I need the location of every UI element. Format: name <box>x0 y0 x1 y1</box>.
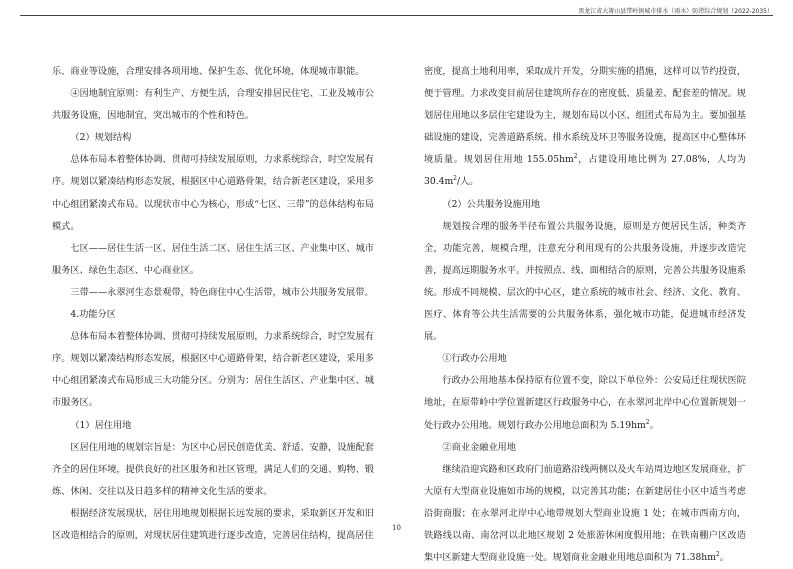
paragraph-text: 规划按合理的服务半径布置公共服务设施，原则是方便居民生活，种类齐全，功能完善，规模合理，注意充分利用现有的公共服务设施，并逐步改造完善，提高远期服务水平。并按照点、线、面相结合的原则，完善公共服务设施系统。形成不同规模、层次的中心区，建立系统的城市社会、经济、文化、教育、医疗、体育等公共生活需要的公共服务体系，强化城市功能，促进城市经济发展。 <box>424 220 746 343</box>
paragraph <box>52 127 374 149</box>
paragraph <box>52 282 374 304</box>
paragraph <box>424 216 746 349</box>
superscript: 2 <box>645 418 650 426</box>
paragraph <box>52 238 374 282</box>
paragraph-text: 根据经济发展现状，居住用地规划根据长远发展的要求，采取新区开发和旧区改造相结合的原则，对现状居住建筑进行逐步改造，完善居住结构，提高居住 <box>52 507 374 541</box>
paragraph <box>424 348 746 370</box>
paragraph <box>424 61 746 194</box>
paragraph <box>52 437 374 503</box>
paragraph-text: ④因地制宜原则：有利生产、方便生活，合理安排居民住宅、工业及城市公共服务设施，因地制宜，突出城市的个性和特色。 <box>52 88 374 122</box>
paragraph <box>52 61 374 83</box>
paragraph <box>52 304 374 326</box>
right-column <box>424 61 746 569</box>
paragraph-text: 4.功能分区 <box>70 309 116 321</box>
paragraph-text: 继续沿迎宾路和区政府门前道路沿线两侧以及火车站周边地区发展商业，扩大原有大型商业设施如市场的规模，以完善其功能；在新建居住小区中适当考虑沿街商服；在永翠河北岸中心地带规划大型商业设施 1 处；在城市西南方向，铁路线以南、南岔河以北地区规划 2 处旅游休闲度假用地；在铁南棚户区改造集中区新建大型商业设施一处。规划商业金融业用地总面积为 71.38hm <box>424 463 746 564</box>
paragraph-text: 密度，提高土地利用率，采取成片开发，分期实施的措施，这样可以节约投资，便于管理。力求改变目前居住建筑所存在的密度低、质量差、配套差的情况。规划居住用地以多层住宅建设为主，规划布局以小区、组团式布局为主。要加强基础设施的建设，完善道路系统、排水系统及环卫等服务设施，提高区中心整体环境质量。规划居住用地 155.05hm <box>424 66 746 166</box>
paragraph-text: （2）公共服务设施用地 <box>442 198 541 210</box>
paragraph-text: 三带——永翠河生态景观带，特色商住中心生活带，城市公共服务发展带。 <box>70 286 374 298</box>
paragraph-text: 行政办公用地基本保持原有位置不变，除以下单位外：公安局迁往现状医院地址，在原带岭中学位置新建区行政服务中心，在永翠河北岸中心位置新规划一处行政办公用地。规划行政办公用地总面积为 5.19hm <box>424 375 746 431</box>
paragraph <box>52 326 374 414</box>
paragraph <box>52 149 374 237</box>
superscript: 2 <box>453 175 457 183</box>
paragraph-text: 总体布局本着整体协调、贯彻可持续发展原则，力求系统综合，时空发展有序。规划以紧凑结构形态发展，根据区中心道路骨架，结合新老区建设，采用多中心组团紧凑式布局形成三大功能分区。分别为：居住生活区、产业集中区、城市服务区。 <box>52 331 374 409</box>
paragraph-text: 区居住用地的规划宗旨是：为区中心居民创造优美、舒适、安静，设施配套齐全的居住环境，提供良好的社区服务和社区管理，满足人们的交通、购物、锻炼、休闲、交往以及日趋多样的精神文化生活的要求。 <box>52 441 374 497</box>
superscript: 2 <box>573 153 578 161</box>
paragraph-text: /人。 <box>457 176 479 188</box>
paragraph-text: ①行政办公用地 <box>442 353 507 365</box>
paragraph-text: ，占建设用地比例为 27.08%，人均为 30.4m <box>424 154 746 188</box>
paragraph <box>52 415 374 437</box>
paragraph-text: 乐、商业等设施，合理安排各项用地、保护生态、优化环境，体现城市职能。 <box>52 66 365 77</box>
paragraph <box>424 194 746 216</box>
paragraph <box>424 459 746 569</box>
paragraph-text: ②商业金融业用地 <box>442 441 516 453</box>
paragraph-text: （1）居住用地 <box>70 419 132 431</box>
paragraph-text: 七区——居住生活一区、居住生活二区、居住生活三区、产业集中区、城市服务区、绿色生态区、中心商业区。 <box>52 242 374 276</box>
header-rule <box>20 15 773 16</box>
paragraph <box>52 83 374 127</box>
paragraph-text: 。 <box>719 552 729 564</box>
superscript: 2 <box>715 551 720 558</box>
paragraph <box>424 370 746 436</box>
paragraph-text: 。 <box>649 419 659 431</box>
paragraph-text: （2）规划结构 <box>70 132 132 144</box>
paragraph <box>424 437 746 459</box>
page-header: 黑龙江省大箐山县带岭镇城市排水（雨水）防涝综合规划（2022-2035） <box>578 8 773 15</box>
paragraph-text: 总体布局本着整体协调、贯彻可持续发展原则，力求系统综合，时空发展有序。规划以紧凑结构形态发展，根据区中心道路骨架，结合新老区建设，采用多中心组团紧凑式布局。以现状市中心为核心，形成“七区、三带”的总体结构布局模式。 <box>52 154 374 232</box>
left-column <box>52 61 374 547</box>
page-number: 10 <box>392 524 401 532</box>
